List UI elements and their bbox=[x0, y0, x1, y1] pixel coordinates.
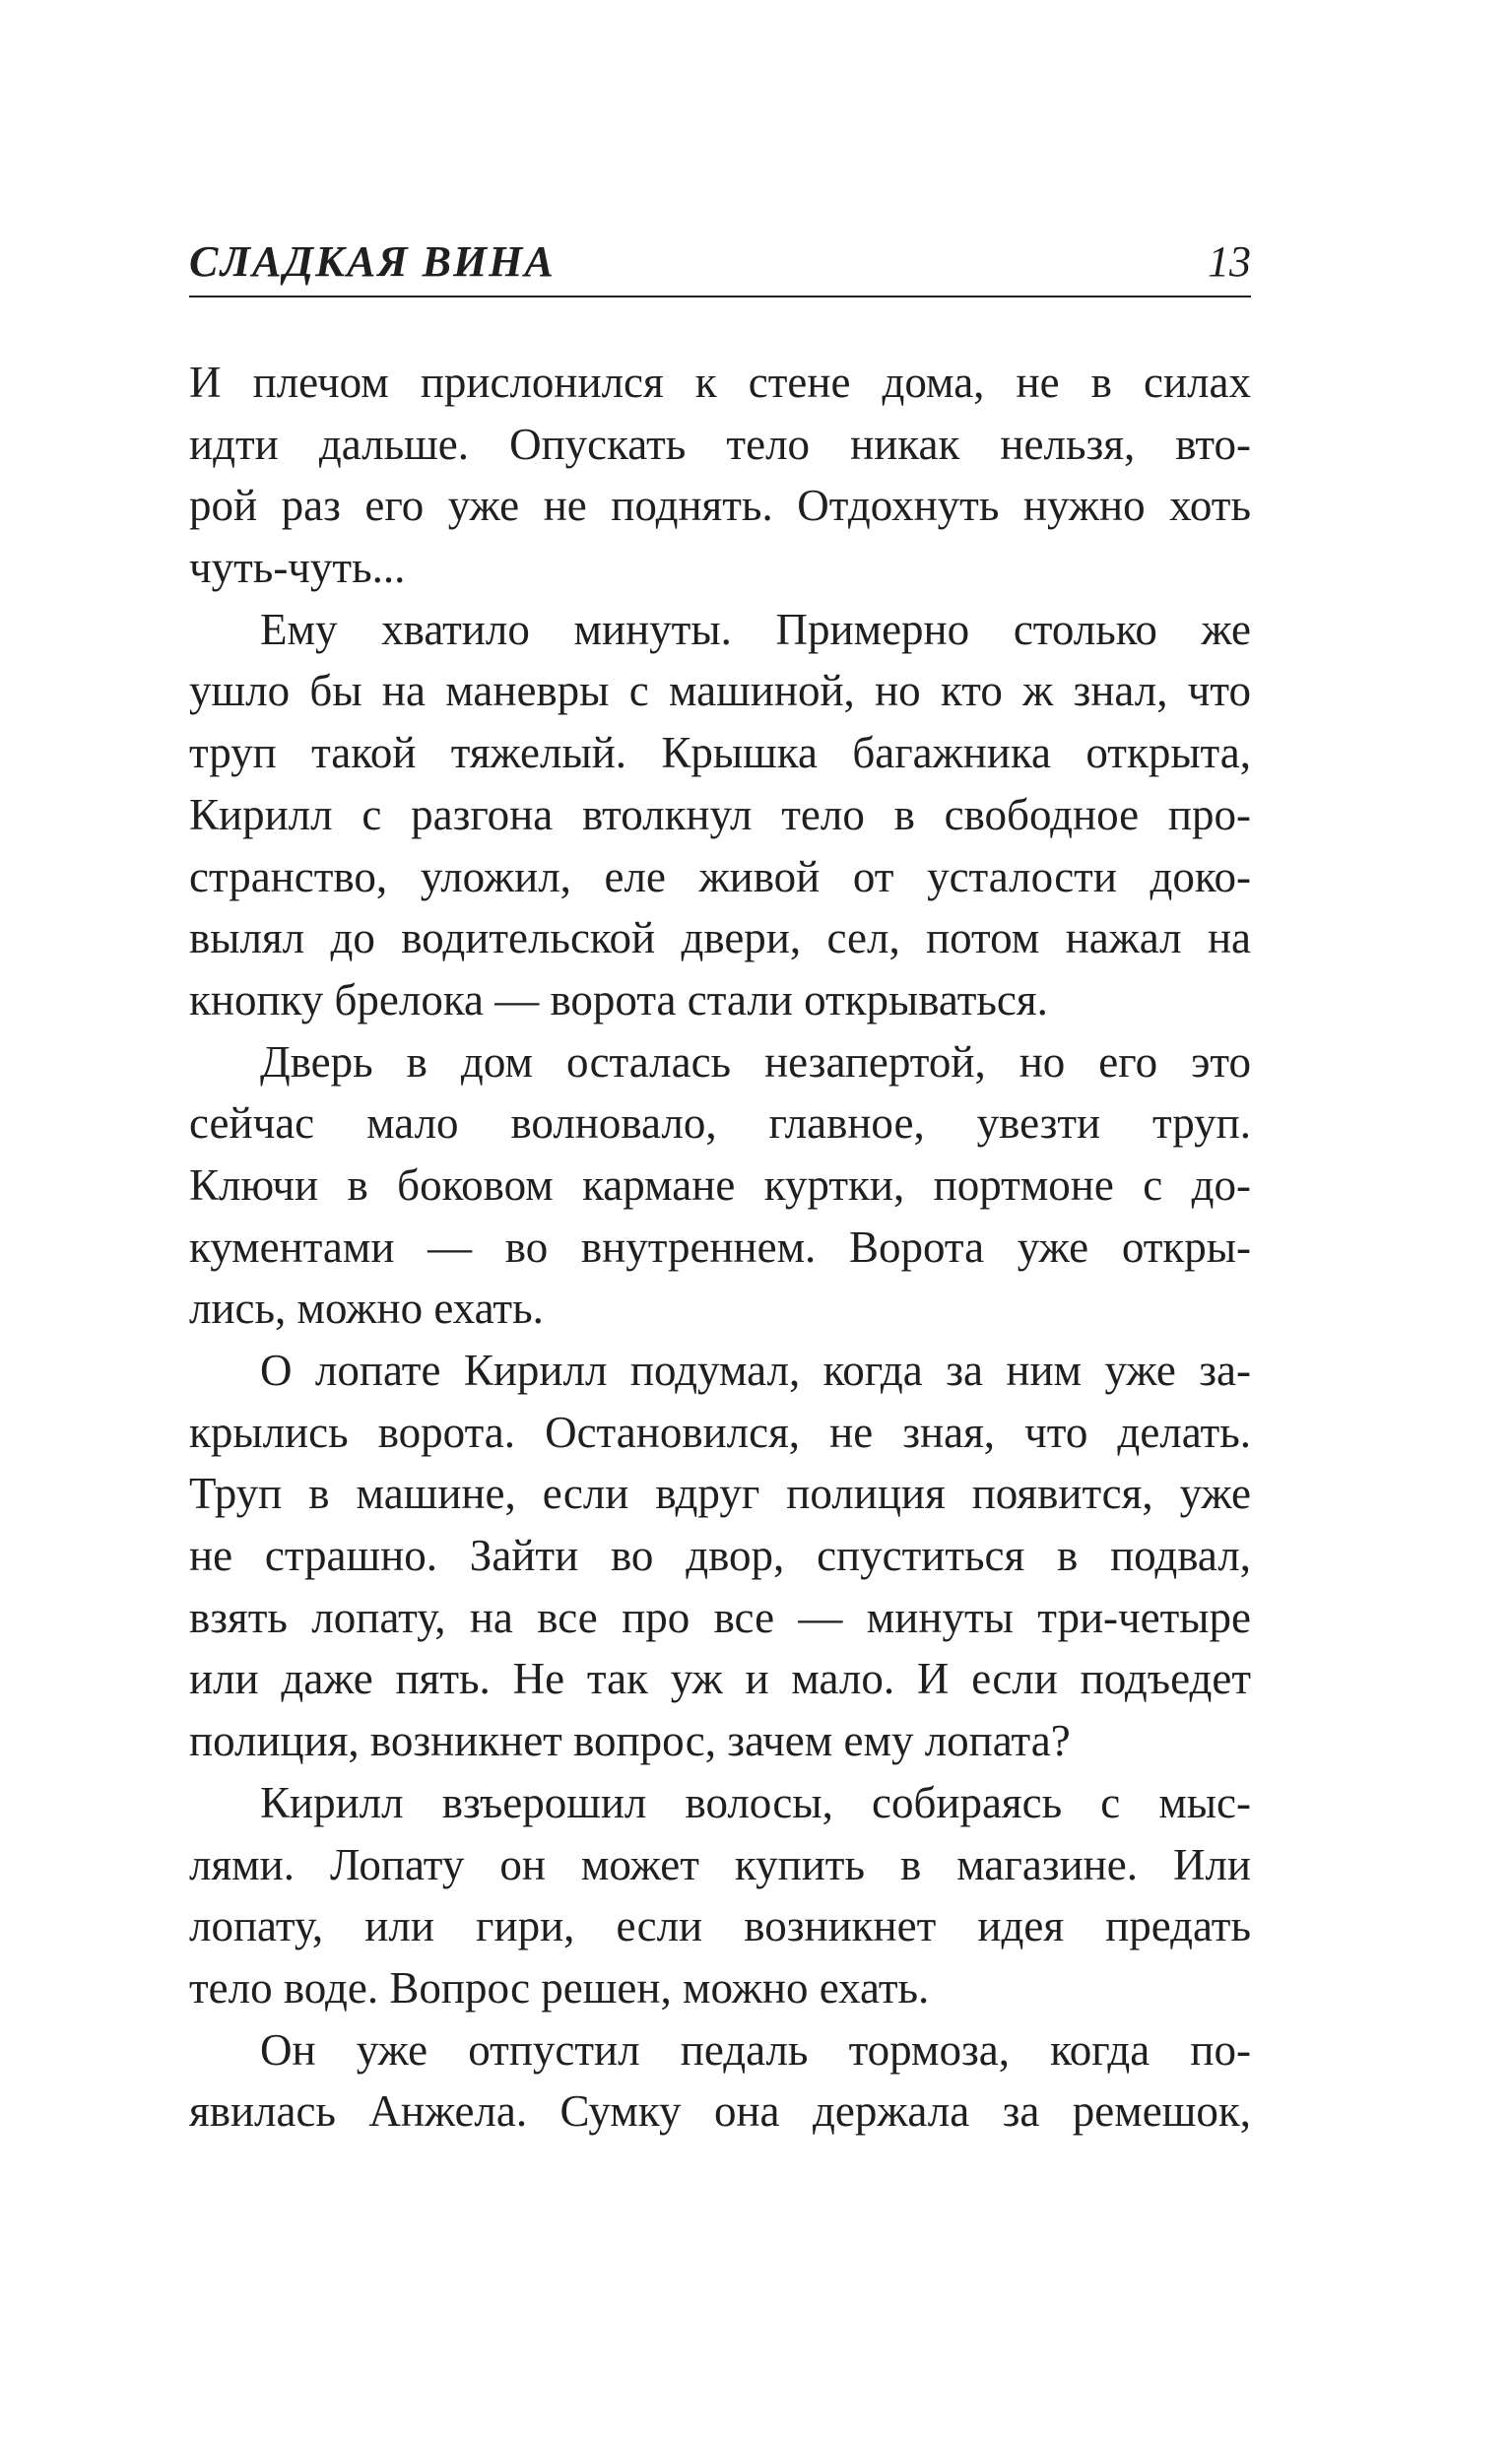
text-line: Он уже отпустил педаль тормоза, когда по- bbox=[260, 2024, 1251, 2075]
text-line: странство, уложил, еле живой от усталости доко- bbox=[189, 851, 1251, 901]
text-line: Ему хватило минуты. Примерно столько же bbox=[260, 604, 1251, 654]
text-line: идти дальше. Опускать тело никак нельзя, вто- bbox=[189, 419, 1251, 469]
text-line: взять лопату, на все про все — минуты три-четыре bbox=[189, 1592, 1251, 1642]
page-number: 13 bbox=[1208, 237, 1251, 286]
text-line: Дверь в дом осталась незапертой, но его это bbox=[260, 1036, 1251, 1087]
body-text bbox=[189, 352, 1251, 2143]
text-line: или даже пять. Не так уж и мало. И если подъедет bbox=[189, 1654, 1251, 1704]
text-line: вылял до водительской двери, сел, потом нажал на bbox=[189, 913, 1251, 963]
text-line: И плечом прислонился к стене дома, не в силах bbox=[189, 358, 1251, 407]
text-line: труп такой тяжелый. Крышка багажника открыта, bbox=[189, 728, 1251, 778]
text-line: лись, можно ехать. bbox=[189, 1284, 544, 1334]
text-line: полиция, возникнет вопрос, зачем ему лопата? bbox=[189, 1716, 1071, 1766]
text-line: сейчас мало волновало, главное, увезти труп. bbox=[189, 1098, 1251, 1149]
text-line: Труп в машине, если вдруг полиция появится, уже bbox=[189, 1469, 1251, 1519]
text-line: Кирилл с разгона втолкнул тело в свободное про- bbox=[189, 789, 1251, 839]
running-title: СЛАДКАЯ ВИНА bbox=[189, 237, 556, 286]
text-line: кнопку брелока — ворота стали открываться. bbox=[189, 974, 1048, 1024]
text-line: не страшно. Зайти во двор, спуститься в подвал, bbox=[189, 1531, 1251, 1581]
header-rule bbox=[189, 296, 1251, 297]
text-line: О лопате Кирилл подумал, когда за ним уже за- bbox=[260, 1346, 1251, 1395]
text-line: крылись ворота. Остановился, не зная, что делать. bbox=[189, 1407, 1251, 1457]
text-line: Кирилл взъерошил волосы, собираясь с мыс- bbox=[260, 1777, 1251, 1827]
text-line: рой раз его уже не поднять. Отдохнуть нужно хоть bbox=[189, 481, 1251, 531]
text-line: кументами — во внутреннем. Ворота уже откры- bbox=[189, 1222, 1251, 1272]
text-line: тело воде. Вопрос решен, можно ехать. bbox=[189, 1962, 930, 2013]
text-line: лями. Лопату он может купить в магазине. Или bbox=[189, 1839, 1251, 1889]
running-header bbox=[189, 234, 1251, 290]
text-line: ушло бы на маневры с машиной, но кто ж знал, что bbox=[189, 666, 1251, 716]
text-line: явилась Анжела. Сумку она держала за ремешок, bbox=[189, 2086, 1251, 2137]
text-line: лопату, или гири, если возникнет идея предать bbox=[189, 1901, 1251, 1951]
text-line: чуть-чуть... bbox=[189, 543, 406, 593]
text-line: Ключи в боковом кармане куртки, портмоне с до- bbox=[189, 1159, 1251, 1210]
